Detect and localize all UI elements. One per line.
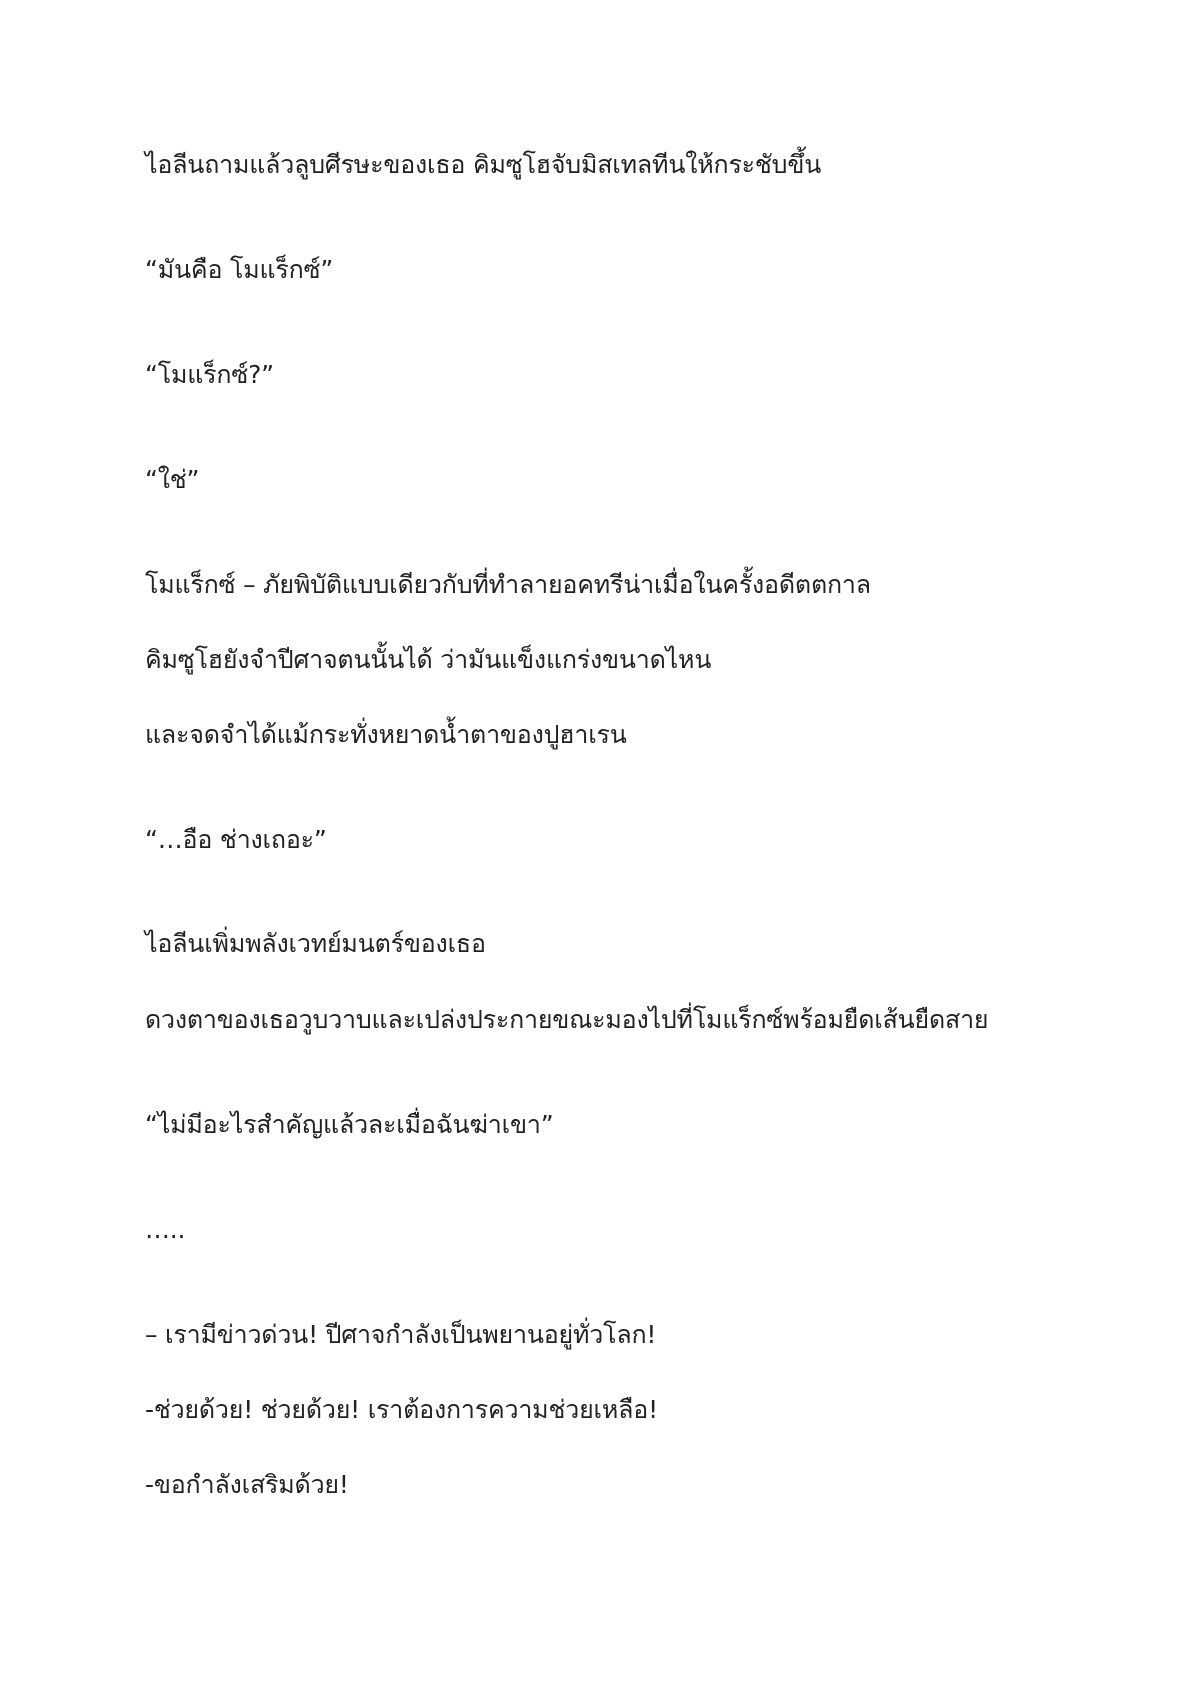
dialogue-line: “ใช่” bbox=[145, 465, 200, 494]
dialogue-line: “…อือ ช่างเถอะ” bbox=[145, 825, 327, 854]
dialogue-line: “ไม่มีอะไรสำคัญแล้วละเมื่อฉันฆ่าเขา” bbox=[145, 1110, 554, 1139]
paragraph: ดวงตาของเธอวูบวาบและเปล่งประกายขณะมองไปที่โมแร็กซ์พร้อมยืดเส้นยืดสาย bbox=[145, 1005, 989, 1034]
news-line: – เรามีข่าวด่วน! ปีศาจกำลังเป็นพยานอยู่ทั่วโลก! bbox=[145, 1320, 657, 1349]
paragraph: ไอลีนถามแล้วลูบศีรษะของเธอ คิมซูโฮจับมิสเทลทีนให้กระชับขึ้น bbox=[145, 150, 822, 179]
paragraph: ไอลีนเพิ่มพลังเวทย์มนตร์ของเธอ bbox=[145, 929, 486, 958]
news-line: -ขอกำลังเสริมด้วย! bbox=[145, 1470, 349, 1499]
paragraph: และจดจำได้แม้กระทั่งหยาดน้ำตาของปูฮาเรน bbox=[145, 720, 627, 749]
news-line: -ช่วยด้วย! ช่วยด้วย! เราต้องการความช่วยเหลือ! bbox=[145, 1395, 658, 1424]
paragraph: โมแร็กซ์ – ภัยพิบัติแบบเดียวกับที่ทำลายอคทรีน่าเมื่อในครั้งอดีตตกาล bbox=[145, 570, 871, 599]
dialogue-line: “มันคือ โมแร็กซ์” bbox=[145, 255, 334, 284]
dialogue-line: “โมแร็กซ์?” bbox=[145, 360, 274, 389]
scene-break: ….. bbox=[145, 1215, 186, 1244]
paragraph: คิมซูโฮยังจำปีศาจตนนั้นได้ ว่ามันแข็งแกร่งขนาดไหน bbox=[145, 645, 712, 674]
